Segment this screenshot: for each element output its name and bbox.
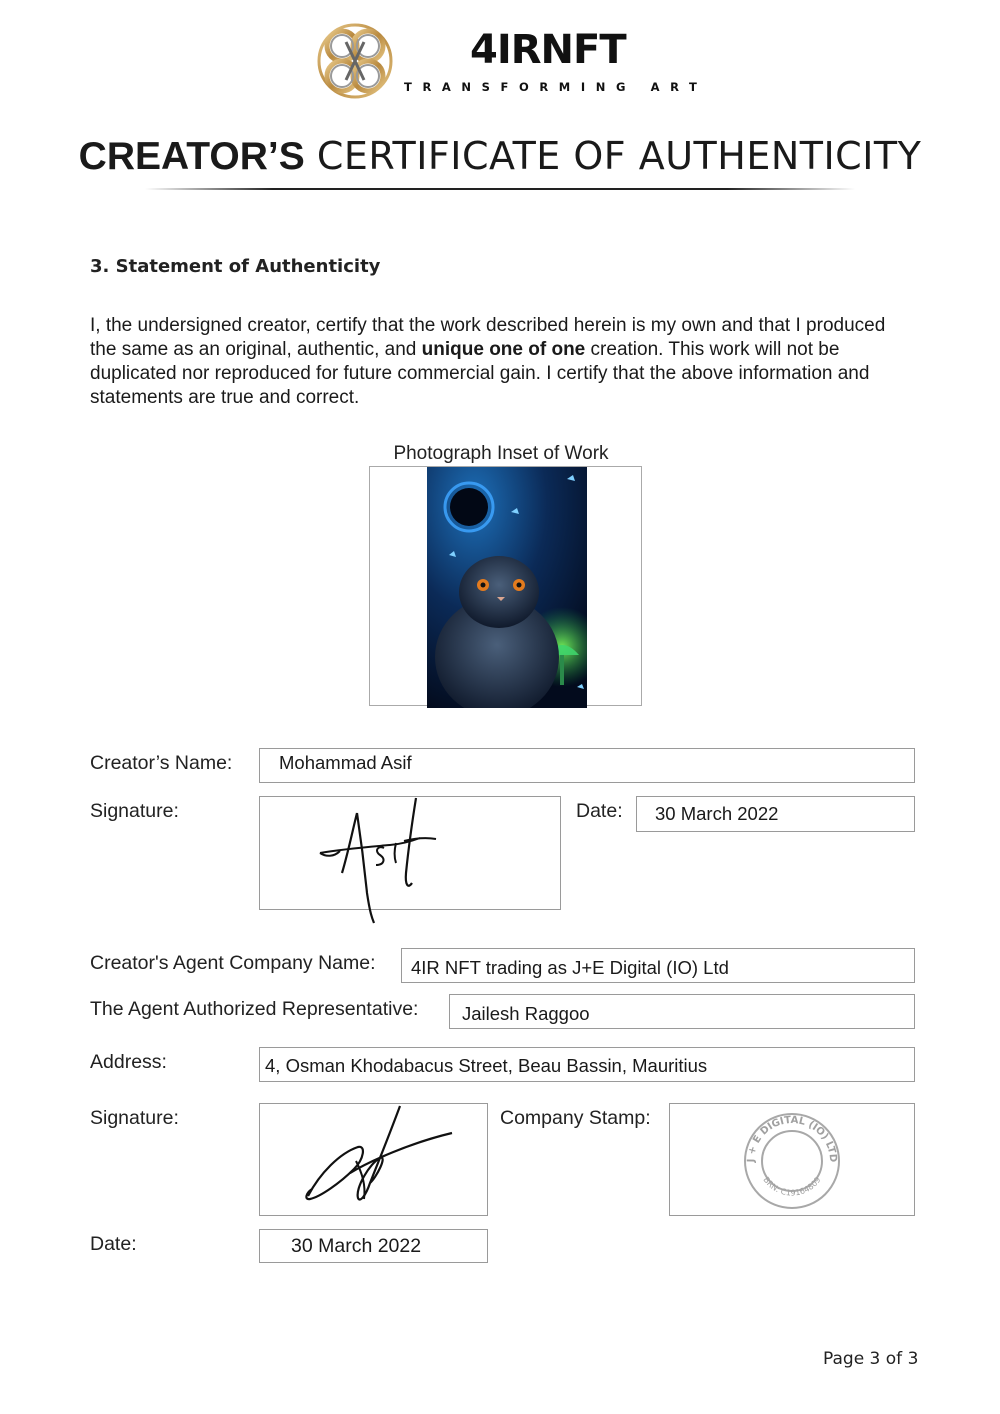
agent-company-field[interactable] bbox=[401, 948, 915, 983]
brand-logo bbox=[316, 22, 394, 100]
section-heading: 3. Statement of Authenticity bbox=[90, 256, 381, 277]
title-divider bbox=[145, 188, 855, 190]
agent-signature-label: Signature: bbox=[90, 1107, 179, 1129]
statement-paragraph bbox=[90, 314, 895, 410]
agent-date-value: 30 March 2022 bbox=[291, 1235, 422, 1257]
agent-representative-label: The Agent Authorized Representative: bbox=[90, 998, 419, 1020]
handwritten-signature-icon bbox=[300, 1103, 460, 1208]
agent-representative-value: Jailesh Raggoo bbox=[462, 1003, 590, 1024]
page-number: Page 3 of 3 bbox=[823, 1349, 919, 1369]
creator-name-label: Creator’s Name: bbox=[90, 752, 233, 774]
handwritten-signature-icon bbox=[312, 793, 442, 927]
agent-signature bbox=[300, 1103, 460, 1208]
statement-text-end: creation. This work will not be duplicated nor reproduced for future commercial gain. I certify that the above information and statements are true and correct. bbox=[90, 339, 870, 408]
company-stamp bbox=[740, 1111, 844, 1211]
address-value: 4, Osman Khodabacus Street, Beau Bassin, Mauritius bbox=[265, 1055, 708, 1076]
address-field[interactable] bbox=[259, 1047, 915, 1082]
certificate-title bbox=[0, 133, 1000, 180]
creator-date-field[interactable] bbox=[636, 796, 915, 832]
agent-company-label: Creator's Agent Company Name: bbox=[90, 952, 376, 974]
stamp-text-top: J + E DIGITAL (IO) LTD bbox=[745, 1114, 839, 1163]
cat-artwork-image bbox=[427, 467, 587, 708]
company-stamp-label: Company Stamp: bbox=[500, 1107, 651, 1129]
brand-name: 4IRNFT bbox=[470, 27, 626, 73]
statement-emphasis: unique one of one bbox=[421, 339, 586, 360]
agent-company-value: 4IR NFT trading as J+E Digital (IO) Ltd bbox=[411, 957, 729, 978]
creator-signature bbox=[312, 793, 442, 927]
creator-date-value: 30 March 2022 bbox=[655, 803, 779, 824]
title-regular-part: CERTIFICATE OF AUTHENTICITY bbox=[316, 134, 922, 178]
agent-representative-field[interactable] bbox=[449, 994, 915, 1029]
creator-date-label: Date: bbox=[576, 800, 623, 822]
artwork-photo bbox=[427, 467, 587, 708]
title-bold-part: CREATOR’S bbox=[78, 135, 305, 178]
creator-name-field[interactable] bbox=[259, 748, 915, 783]
agent-date-field[interactable] bbox=[259, 1229, 488, 1263]
stamp-text-bottom: BRN: C19164809 bbox=[761, 1175, 823, 1198]
creator-name-value: Mohammad Asif bbox=[279, 752, 412, 773]
infinity-knot-logo-icon bbox=[316, 22, 394, 100]
company-seal-icon bbox=[740, 1111, 844, 1211]
creator-signature-label: Signature: bbox=[90, 800, 179, 822]
photo-caption: Photograph Inset of Work bbox=[393, 443, 609, 464]
address-label: Address: bbox=[90, 1051, 167, 1073]
brand-tagline: TRANSFORMING ART bbox=[404, 80, 708, 94]
statement-text-start: I, the undersigned creator, certify that the work described herein is my own and that I produced the same as an original, authentic, and bbox=[90, 315, 886, 360]
agent-date-label: Date: bbox=[90, 1233, 137, 1255]
